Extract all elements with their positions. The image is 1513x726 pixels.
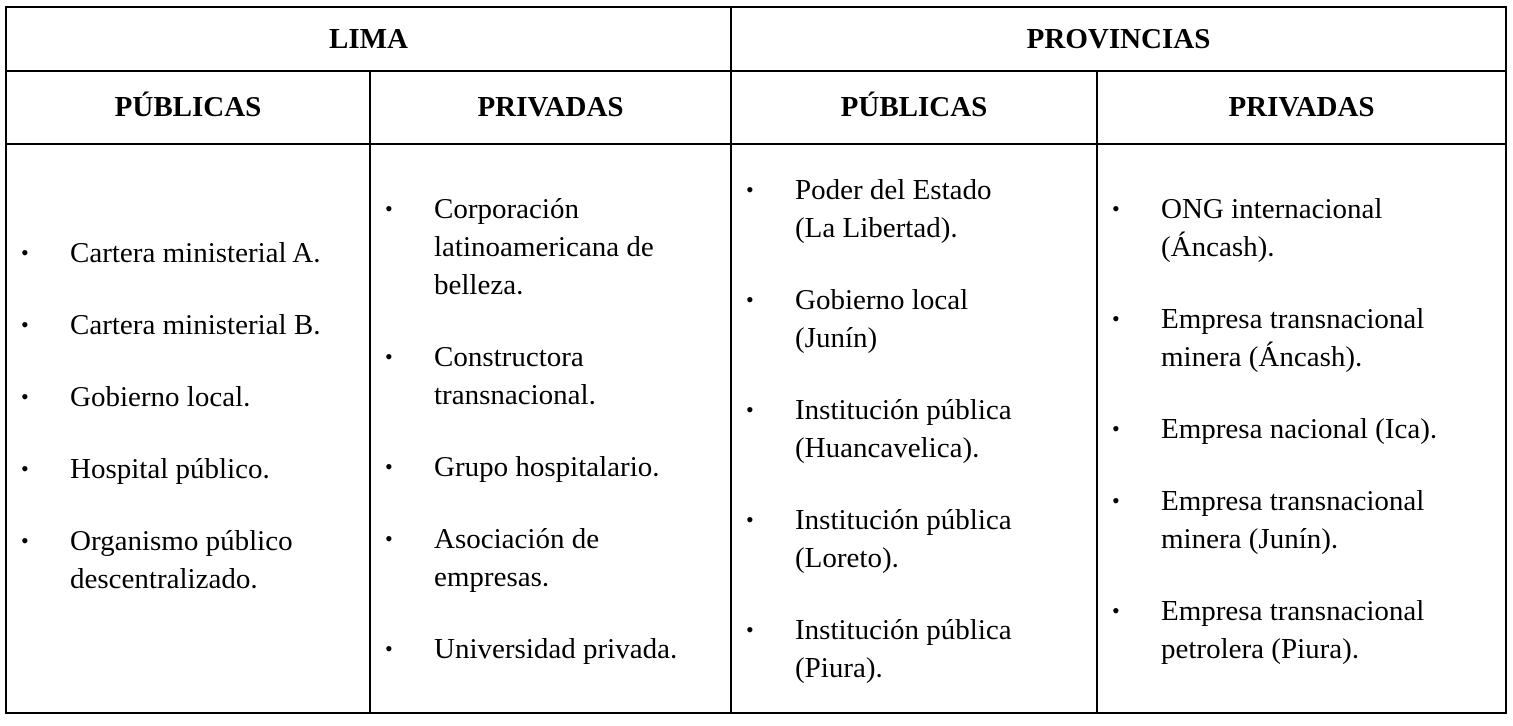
bullet-icon: • [21,239,29,265]
prov-privadas-list [1112,145,1504,712]
bullet-icon: • [385,635,393,661]
list-item: • Poder del Estado (La Libertad). [746,171,1094,247]
list-item: • Empresa nacional (Ica). [1112,410,1504,448]
list-item: • Grupo hospitalario. [385,448,727,486]
list-item: • Constructora transnacional. [385,338,727,414]
bullet-icon: • [1112,415,1120,441]
bullet-icon: • [746,506,754,532]
bullet-icon: • [1112,597,1120,623]
bullet-icon: • [1112,195,1120,221]
bullet-icon: • [746,396,754,422]
prov-publicas-list [746,145,1094,712]
bullet-icon: • [21,383,29,409]
list-item: • Institución pública (Huancavelica). [746,391,1094,467]
bullet-icon: • [746,176,754,202]
list-item: • Institución pública (Loreto). [746,501,1094,577]
col-divider-lima [369,71,371,712]
lima-publicas-list [21,145,366,712]
col-divider-provincias [1096,71,1098,712]
list-item: • ONG internacional (Áncash). [1112,190,1504,266]
list-item: • Hospital público. [21,450,366,488]
list-item: • Gobierno local. [21,378,366,416]
bullet-icon: • [385,343,393,369]
list-item: • Gobierno local (Junín) [746,281,1094,357]
bullet-icon: • [746,286,754,312]
list-item: • Universidad privada. [385,630,727,668]
header-lima: LIMA [329,22,408,55]
lima-privadas-list [385,145,727,712]
subheader-prov-privadas: PRIVADAS [1228,91,1375,123]
list-item: • Cartera ministerial B. [21,306,366,344]
header-provincias: PROVINCIAS [1026,22,1211,55]
list-item: • Cartera ministerial A. [21,234,366,272]
list-item: • Empresa transnacional minera (Junín). [1112,482,1504,558]
bullet-icon: • [746,616,754,642]
bullet-icon: • [21,455,29,481]
list-item: • Empresa transnacional minera (Áncash). [1112,300,1504,376]
list-item: • Corporación latinoamericana de belleza. [385,190,727,304]
list-item: • Asociación de empresas. [385,520,727,596]
bullet-icon: • [21,527,29,553]
subheader-lima-privadas: PRIVADAS [477,91,624,123]
subheader-prov-publicas: PÚBLICAS [840,91,988,123]
bullet-icon: • [385,525,393,551]
bullet-icon: • [1112,305,1120,331]
institutions-table [5,6,1507,714]
list-item: • Institución pública (Piura). [746,611,1094,687]
bullet-icon: • [385,453,393,479]
bullet-icon: • [21,311,29,337]
subheader-lima-publicas: PÚBLICAS [114,91,262,123]
list-item: • Empresa transnacional petrolera (Piura). [1112,592,1504,668]
bullet-icon: • [1112,487,1120,513]
bullet-icon: • [385,195,393,221]
list-item: • Organismo público descentralizado. [21,522,366,598]
